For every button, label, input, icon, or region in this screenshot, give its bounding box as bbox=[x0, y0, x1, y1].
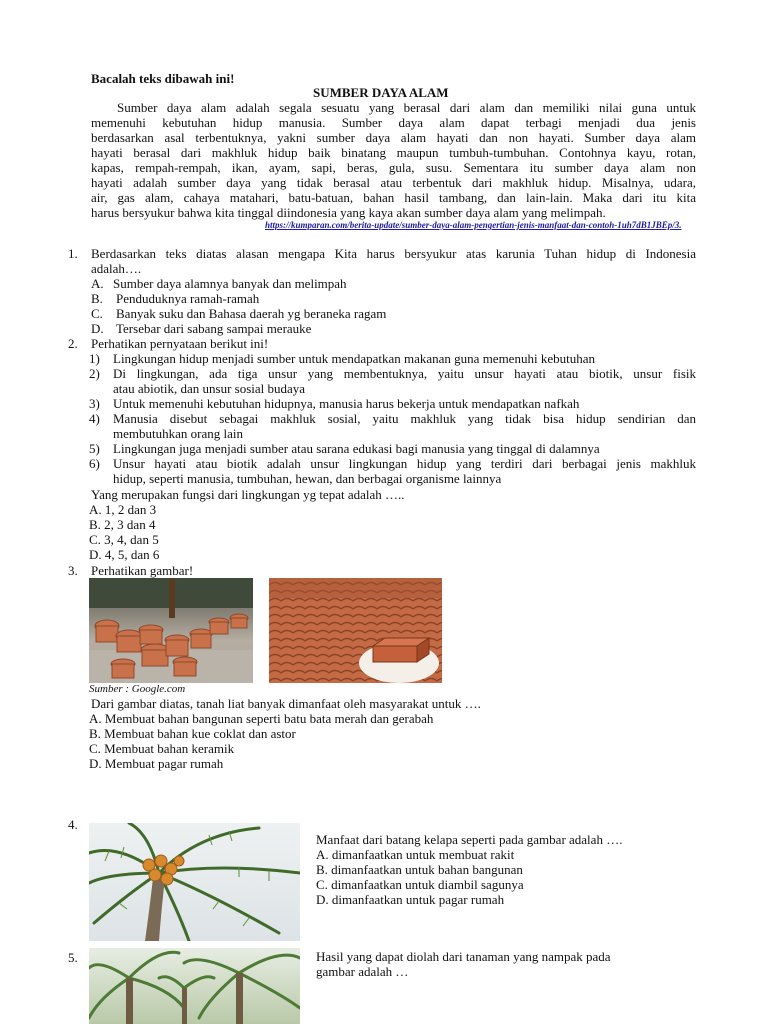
statement-text: Unsur hayati atau biotik adalah unsur lingkungan hidup yang terdiri dari berbagai jenis makhluk bbox=[113, 456, 696, 471]
question-text: Manfaat dari batang kelapa seperti pada gambar adalah …. bbox=[316, 832, 623, 847]
coconut-tree-icon bbox=[89, 823, 300, 941]
option-text: Tersebar dari sabang sampai merauke bbox=[116, 321, 312, 336]
option[interactable]: C. dimanfaatkan untuk diambil sagunya bbox=[316, 877, 524, 892]
q3-options bbox=[89, 711, 433, 771]
statement-number: 4) bbox=[89, 411, 100, 426]
statement-text: hidup, seperti manusia, tumbuhan, hewan, dan berbagai organisme lainnya bbox=[113, 471, 502, 486]
option[interactable] bbox=[91, 321, 386, 336]
instruction: Bacalah teks dibawah ini! bbox=[91, 71, 235, 86]
palm-plantation-photo bbox=[89, 948, 300, 1024]
question-number: 2. bbox=[68, 336, 78, 351]
question-text: Dari gambar diatas, tanah liat banyak dimanfaat oleh masyarakat untuk …. bbox=[91, 696, 481, 711]
question-stem: Berdasarkan teks diatas alasan mengapa Kita harus bersyukur atas karunia Tuhan hidup di Indonesia bbox=[91, 246, 696, 261]
reading-title: SUMBER DAYA ALAM bbox=[313, 85, 449, 100]
reading-paragraph bbox=[91, 100, 696, 220]
option[interactable]: C. 3, 4, dan 5 bbox=[89, 532, 159, 547]
pottery-icon bbox=[89, 578, 253, 683]
option[interactable]: D. Membuat pagar rumah bbox=[89, 756, 224, 771]
statement-item bbox=[89, 351, 696, 366]
question-stem: adalah…. bbox=[91, 261, 142, 276]
palm-tree-icon bbox=[89, 948, 300, 1024]
para-line: harus bersyukur bahwa kita tinggal diindonesia yang kaya akan sumber daya alam yang melimpah. bbox=[91, 205, 606, 220]
statement-number: 6) bbox=[89, 456, 100, 471]
statement-item bbox=[89, 366, 696, 396]
question-text: gambar adalah … bbox=[316, 964, 409, 979]
statement-number: 2) bbox=[89, 366, 100, 381]
statement-text: Untuk memenuhi kebutuhan hidupnya, manusia harus bekerja untuk mendapatkan nafkah bbox=[113, 396, 580, 411]
q1-options bbox=[91, 276, 386, 336]
question-number: 4. bbox=[68, 817, 78, 832]
statement-text: atau abiotik, dan unsur sosial budaya bbox=[113, 381, 306, 396]
option[interactable] bbox=[91, 306, 386, 321]
question-text: Hasil yang dapat diolah dari tanaman yang nampak pada bbox=[316, 949, 611, 964]
para-line: hayati berasal dari makhluk hidup baik binatang maupun tumbuh-tumbuhan. Contohnya kayu, rotan, bbox=[91, 145, 696, 160]
roof-tiles-photo bbox=[269, 578, 442, 683]
option[interactable]: D. 4, 5, dan 6 bbox=[89, 547, 160, 562]
statement-item bbox=[89, 441, 696, 456]
option-text: Banyak suku dan Bahasa daerah yg beraneka ragam bbox=[116, 306, 387, 321]
option-text: Penduduknya ramah-ramah bbox=[116, 291, 260, 306]
q2-options bbox=[89, 502, 159, 562]
option[interactable]: D. dimanfaatkan untuk pagar rumah bbox=[316, 892, 505, 907]
para-line: Sumber daya alam adalah segala sesuatu yang berasal dari alam dan memiliki nilai guna untuk bbox=[117, 100, 696, 115]
question-1 bbox=[91, 246, 696, 276]
question-stem: Perhatikan gambar! bbox=[91, 563, 194, 578]
statement-list bbox=[89, 351, 696, 486]
question-number: 5. bbox=[68, 950, 78, 965]
question-number: 1. bbox=[68, 246, 78, 261]
option[interactable]: A. Membuat bahan bangunan seperti batu bata merah dan gerabah bbox=[89, 711, 434, 726]
question-text: Yang merupakan fungsi dari lingkungan yg tepat adalah ….. bbox=[91, 487, 405, 502]
pottery-photo bbox=[89, 578, 253, 683]
option[interactable] bbox=[91, 291, 386, 306]
statement-text: Di lingkungan, ada tiga unsur yang membentuknya, yaitu unsur hayati atau biotik, unsur fisik bbox=[113, 366, 696, 381]
statement-item bbox=[89, 411, 696, 441]
statement-number: 5) bbox=[89, 441, 100, 456]
statement-text: Manusia disebut sebagai makhluk sosial, yaitu makhluk yang tidak bisa hidup sendirian dan bbox=[113, 411, 696, 426]
option-letter: A. bbox=[91, 276, 104, 291]
option[interactable] bbox=[91, 276, 386, 291]
statement-item bbox=[89, 456, 696, 486]
statement-text: Lingkungan hidup menjadi sumber untuk mendapatkan makanan guna memenuhi kebutuhan bbox=[113, 351, 595, 366]
image-caption: Sumber : Google.com bbox=[89, 683, 186, 695]
q4-options bbox=[316, 847, 524, 907]
statement-text: membutuhkan orang lain bbox=[113, 426, 243, 441]
option-letter: D. bbox=[91, 321, 104, 336]
statement-number: 3) bbox=[89, 396, 100, 411]
option[interactable]: A. 1, 2 dan 3 bbox=[89, 502, 157, 517]
option-letter: C. bbox=[91, 306, 103, 321]
statement-item bbox=[89, 396, 696, 411]
question-stem: Perhatikan pernyataan berikut ini! bbox=[91, 336, 269, 351]
q5-question bbox=[316, 949, 611, 979]
coconut-tree-photo bbox=[89, 823, 300, 941]
para-line: berdasarkan asal terbentuknya, yakni sumber daya alam hayati dan non hayati. Sumber daya alam bbox=[91, 130, 696, 145]
para-line: memenuhi kebutuhan hidup manusia. Sumber daya alam dapat terbagi menjadi dua jenis bbox=[91, 115, 696, 130]
option[interactable]: B. Membuat bahan kue coklat dan astor bbox=[89, 726, 296, 741]
option[interactable]: C. Membuat bahan keramik bbox=[89, 741, 235, 756]
question-number: 3. bbox=[68, 563, 78, 578]
para-line: air, gas alam, cahaya matahari, batu-batuan, bahan hasil tambang, dan lain-lain. Maka dari itu kita bbox=[91, 190, 696, 205]
statement-text: Lingkungan juga menjadi sumber atau sarana edukasi bagi manusia yang tinggal di dalamnya bbox=[113, 441, 600, 456]
option-text: Sumber daya alamnya banyak dan melimpah bbox=[113, 276, 347, 291]
option[interactable]: B. dimanfaatkan untuk bahan bangunan bbox=[316, 862, 523, 877]
para-line: kapas, rempah-rempah, ikan, ayam, sapi, beras, gula, susu. Sementara itu sumber daya alam non bbox=[91, 160, 696, 175]
option[interactable]: B. 2, 3 dan 4 bbox=[89, 517, 156, 532]
option-letter: B. bbox=[91, 291, 103, 306]
statement-number: 1) bbox=[89, 351, 100, 366]
option[interactable]: A. dimanfaatkan untuk membuat rakit bbox=[316, 847, 515, 862]
source-link[interactable]: https://kumparan.com/berita-update/sumber-daya-alam-pengertian-jenis-manfaat-dan-contoh-1uh7dB1JBEp/3. bbox=[265, 220, 682, 230]
brick-icon bbox=[269, 578, 442, 683]
para-line: hayati adalah sumber daya yang tidak berasal atau terbentuk dari makhluk hidup. Misalnya, udara, bbox=[91, 175, 696, 190]
